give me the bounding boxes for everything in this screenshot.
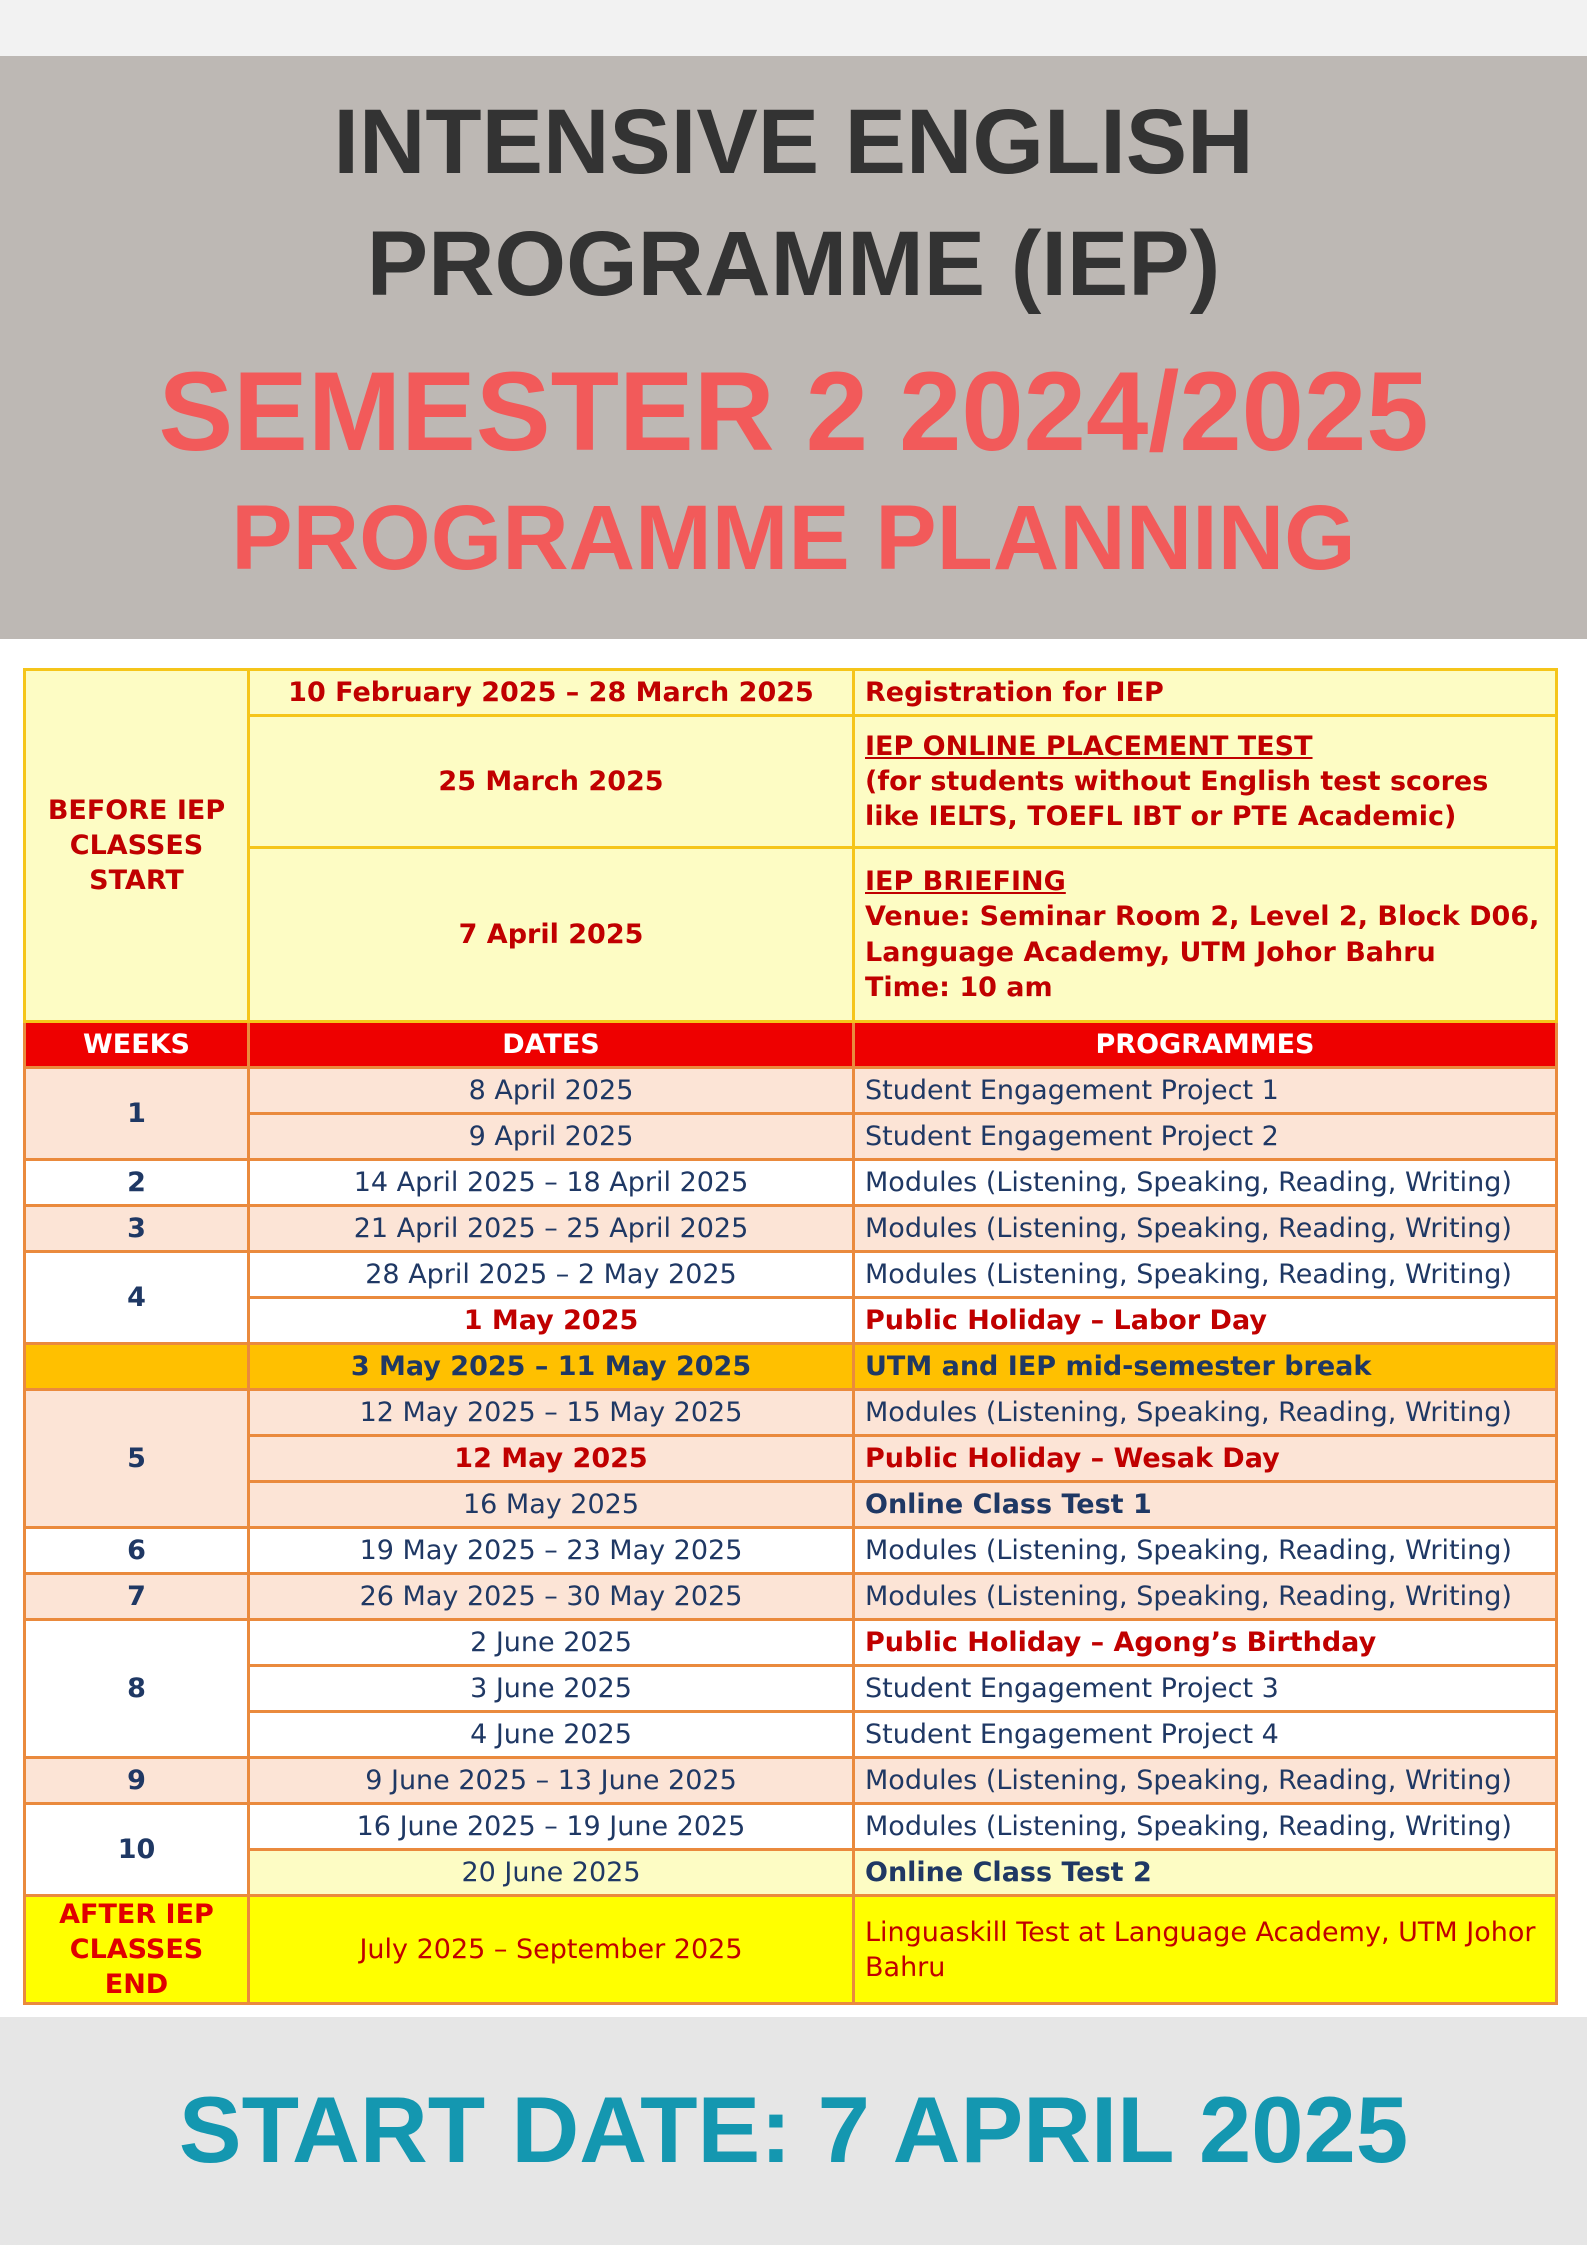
programme-cell-holiday: Public Holiday – Agong’s Birthday [854, 1620, 1557, 1666]
schedule-table [23, 668, 1558, 2005]
table-row [25, 1436, 1557, 1482]
table-row [25, 1574, 1557, 1620]
week-cell: 3 [25, 1206, 249, 1252]
before-date-registration: 10 February 2025 – 28 March 2025 [249, 670, 854, 716]
programme-cell-holiday: Public Holiday – Labor Day [854, 1298, 1557, 1344]
week-cell: 5 [25, 1390, 249, 1528]
week-cell: 10 [25, 1804, 249, 1896]
table-row [25, 1804, 1557, 1850]
placement-test-note: (for students without English test scores like IELTS, TOEFL IBT or PTE Academic) [865, 765, 1489, 833]
after-label: AFTER IEP CLASSES END [25, 1896, 249, 2004]
col-header-weeks: WEEKS [25, 1022, 249, 1068]
briefing-title: IEP BRIEFING [865, 866, 1066, 898]
table-row [25, 1114, 1557, 1160]
week-cell: 8 [25, 1620, 249, 1758]
week-cell: 6 [25, 1528, 249, 1574]
poster-footer [0, 2017, 1587, 2245]
programme-cell-test: Online Class Test 2 [854, 1850, 1557, 1896]
programme-cell: Student Engagement Project 4 [854, 1712, 1557, 1758]
after-programme: Linguaskill Test at Language Academy, UTM Johor Bahru [854, 1896, 1557, 2004]
before-label: BEFORE IEP CLASSES START [25, 670, 249, 1022]
programme-cell: Modules (Listening, Speaking, Reading, Writing) [854, 1804, 1557, 1850]
date-cell: 8 April 2025 [249, 1068, 854, 1114]
start-date: START DATE: 7 APRIL 2025 [178, 2077, 1409, 2182]
programme-cell: Modules (Listening, Speaking, Reading, Writing) [854, 1206, 1557, 1252]
title-line-1: INTENSIVE ENGLISH [333, 91, 1254, 193]
briefing-time: Time: 10 am [865, 971, 1053, 1003]
table-row [25, 1528, 1557, 1574]
table-row [25, 1712, 1557, 1758]
table-row [25, 1850, 1557, 1896]
week-cell: 9 [25, 1758, 249, 1804]
date-cell: 2 June 2025 [249, 1620, 854, 1666]
before-prog-briefing [854, 848, 1557, 1022]
date-cell-holiday: 1 May 2025 [249, 1298, 854, 1344]
table-row [25, 1758, 1557, 1804]
date-cell: 19 May 2025 – 23 May 2025 [249, 1528, 854, 1574]
table-row [25, 848, 1557, 1022]
table-row [25, 1298, 1557, 1344]
placement-test-title: IEP ONLINE PLACEMENT TEST [865, 730, 1313, 762]
before-prog-registration: Registration for IEP [854, 670, 1557, 716]
table-header-row [25, 1022, 1557, 1068]
before-date-briefing: 7 April 2025 [249, 848, 854, 1022]
programme-cell: Modules (Listening, Speaking, Reading, Writing) [854, 1160, 1557, 1206]
table-row [25, 1390, 1557, 1436]
table-row [25, 670, 1557, 716]
date-cell: 4 June 2025 [249, 1712, 854, 1758]
table-row [25, 1666, 1557, 1712]
date-cell: 26 May 2025 – 30 May 2025 [249, 1574, 854, 1620]
before-prog-placement [854, 716, 1557, 848]
programme-cell: Modules (Listening, Speaking, Reading, Writing) [854, 1252, 1557, 1298]
date-cell-holiday: 12 May 2025 [249, 1436, 854, 1482]
week-cell: 7 [25, 1574, 249, 1620]
week-cell [25, 1344, 249, 1390]
date-cell: 14 April 2025 – 18 April 2025 [249, 1160, 854, 1206]
week-cell: 2 [25, 1160, 249, 1206]
before-date-placement: 25 March 2025 [249, 716, 854, 848]
date-cell: 20 June 2025 [249, 1850, 854, 1896]
table-row [25, 716, 1557, 848]
programme-cell: Student Engagement Project 3 [854, 1666, 1557, 1712]
programme-cell: Student Engagement Project 1 [854, 1068, 1557, 1114]
table-row [25, 1068, 1557, 1114]
programme-cell-holiday: Public Holiday – Wesak Day [854, 1436, 1557, 1482]
semester-title: SEMESTER 2 2024/2025 [158, 349, 1429, 474]
schedule-area [0, 639, 1587, 2017]
date-cell: 16 June 2025 – 19 June 2025 [249, 1804, 854, 1850]
table-row [25, 1206, 1557, 1252]
programme-cell: Modules (Listening, Speaking, Reading, Writing) [854, 1528, 1557, 1574]
programme-cell: Modules (Listening, Speaking, Reading, Writing) [854, 1574, 1557, 1620]
date-cell: 9 April 2025 [249, 1114, 854, 1160]
date-cell: 12 May 2025 – 15 May 2025 [249, 1390, 854, 1436]
programme-cell: Modules (Listening, Speaking, Reading, Writing) [854, 1758, 1557, 1804]
table-row [25, 1252, 1557, 1298]
week-cell: 1 [25, 1068, 249, 1160]
after-date: July 2025 – September 2025 [249, 1896, 854, 2004]
date-cell: 21 April 2025 – 25 April 2025 [249, 1206, 854, 1252]
planning-title: PROGRAMME PLANNING [231, 487, 1356, 589]
week-cell: 4 [25, 1252, 249, 1344]
col-header-dates: DATES [249, 1022, 854, 1068]
table-row-break [25, 1344, 1557, 1390]
table-row-after [25, 1896, 1557, 2004]
programme-cell-test: Online Class Test 1 [854, 1482, 1557, 1528]
title-line-2: PROGRAMME (IEP) [366, 213, 1221, 315]
date-cell: 28 April 2025 – 2 May 2025 [249, 1252, 854, 1298]
programme-cell: Modules (Listening, Speaking, Reading, Writing) [854, 1390, 1557, 1436]
programme-cell: UTM and IEP mid-semester break [854, 1344, 1557, 1390]
date-cell: 9 June 2025 – 13 June 2025 [249, 1758, 854, 1804]
programme-cell: Student Engagement Project 2 [854, 1114, 1557, 1160]
briefing-venue: Venue: Seminar Room 2, Level 2, Block D06, Language Academy, UTM Johor Bahru [865, 901, 1540, 968]
table-row [25, 1620, 1557, 1666]
table-row [25, 1482, 1557, 1528]
table-row [25, 1160, 1557, 1206]
poster-header [0, 56, 1587, 639]
col-header-programmes: PROGRAMMES [854, 1022, 1557, 1068]
date-cell: 16 May 2025 [249, 1482, 854, 1528]
date-cell: 3 June 2025 [249, 1666, 854, 1712]
date-cell: 3 May 2025 – 11 May 2025 [249, 1344, 854, 1390]
